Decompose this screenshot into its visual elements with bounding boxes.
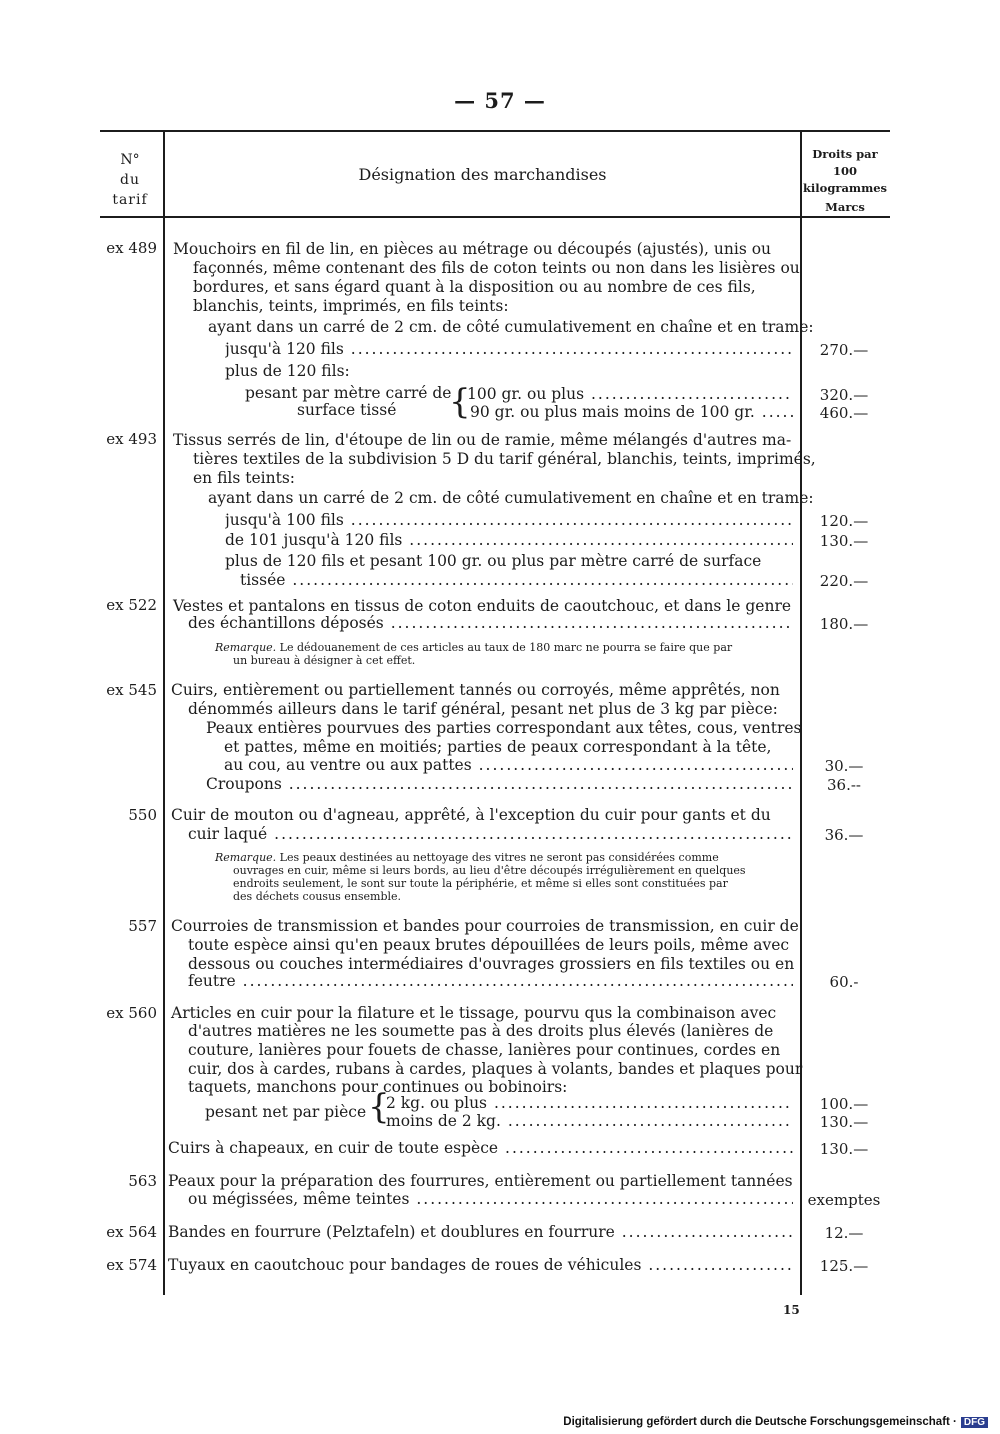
- table-top-rule: [100, 130, 890, 132]
- duty-value: exemptes: [807, 1191, 881, 1209]
- item-description: en fils teints:: [193, 469, 296, 487]
- item-description: toute espèce ainsi qu'en peaux brutes dépouillées de leurs poils, même avec: [188, 936, 790, 954]
- item-description: et pattes, même en moitiés; parties de peaux correspondant à la tête,: [224, 738, 772, 756]
- duty-value: 320.—: [819, 386, 869, 404]
- header-droits-par: Droits par: [812, 147, 878, 161]
- brace-symbol: {: [368, 1087, 390, 1127]
- item-description: Cuir de mouton ou d'agneau, apprêté, à l'exception du cuir pour gants et du: [171, 806, 771, 824]
- duty-value: 125.—: [819, 1257, 869, 1275]
- item-description: pesant par mètre carré de: [245, 384, 452, 402]
- header-bottom-rule: [100, 216, 890, 218]
- remark-note: un bureau à désigner à cet effet.: [233, 654, 416, 667]
- header-duties: [802, 146, 888, 216]
- header-tariff-number: [100, 150, 160, 210]
- duty-value: 60.-: [829, 973, 859, 991]
- remark-note: ouvrages en cuir, même si leurs bords, au lieu d'être découpés irrégulièrement en quelques: [233, 864, 746, 877]
- item-description: façonnés, même contenant des fils de coton teints ou non dans les lisières ou: [193, 259, 800, 277]
- remark-note: [215, 851, 719, 864]
- item-description: plus de 120 fils et pesant 100 gr. ou plus par mètre carré de surface: [225, 552, 762, 570]
- tariff-number: 550: [128, 806, 157, 824]
- tariff-number: ex 560: [106, 1004, 157, 1022]
- item-description-leader: cuir laqué .....: [188, 825, 793, 844]
- remark-note: des déchets cousus ensemble.: [233, 890, 402, 903]
- item-description: dessous ou couches intermédiaires d'ouvrages grossiers en fils textiles ou en: [188, 955, 795, 973]
- item-description: Cuirs, entièrement ou partiellement tannés ou corroyés, même apprêtés, non: [171, 681, 780, 699]
- remark-note: [215, 641, 732, 654]
- remark-note: endroits seulement, le sont sur toute la périphérie, et même si elles sont constituées par: [233, 877, 728, 890]
- item-description: Courroies de transmission et bandes pour courroies de transmission, en cuir de: [171, 917, 799, 935]
- item-description: tières textiles de la subdivision 5 D du tarif général, blanchis, teints, imprimés,: [193, 450, 816, 468]
- item-description: pesant net par pièce: [205, 1103, 367, 1121]
- digitization-footer: [563, 1416, 988, 1428]
- item-description: bordures, et sans égard quant à la disposition ou au nombre de ces fils,: [193, 278, 756, 296]
- remark-text: Le dédouanement de ces articles au taux de 180 marc ne pourra se faire que par: [279, 641, 733, 654]
- item-description-leader: jusqu'à 100 fils .....: [225, 511, 793, 530]
- item-description: Peaux pour la préparation des fourrures, entièrement ou partiellement tannées: [168, 1172, 793, 1190]
- item-description: ayant dans un carré de 2 cm. de côté cumulativement en chaîne et en trame:: [208, 318, 814, 336]
- duty-value: 100.—: [819, 1095, 869, 1113]
- duty-value: 270.—: [819, 341, 869, 359]
- tariff-number: ex 489: [106, 239, 157, 257]
- item-description: Peaux entières pourvues des parties correspondant aux têtes, cous, ventres: [206, 719, 802, 737]
- header-du-tarif-label: du tarif: [112, 172, 148, 208]
- item-description: Vestes et pantalons en tissus de coton enduits de caoutchouc, et dans le genre: [173, 597, 792, 615]
- signature-mark: 15: [783, 1303, 800, 1317]
- duty-underline: [802, 216, 890, 217]
- item-description-leader: de 101 jusqu'à 120 fils .....: [225, 531, 793, 550]
- column-rule-left: [163, 130, 165, 1295]
- header-marcs: Marcs: [825, 200, 865, 214]
- item-description: dénommés ailleurs dans le tarif général, pesant net plus de 3 kg par pièce:: [188, 700, 778, 718]
- item-description-leader: des échantillons déposés .....: [188, 614, 793, 633]
- item-description-leader: 90 gr. ou plus mais moins de 100 gr. .....: [470, 403, 793, 422]
- tariff-number: ex 564: [106, 1223, 157, 1241]
- header-designation: Désignation des marchandises: [358, 165, 607, 184]
- tariff-number: 557: [128, 917, 157, 935]
- item-description: plus de 120 fils:: [225, 362, 350, 380]
- page-number: — 57 —: [454, 88, 546, 113]
- tariff-number: ex 522: [106, 596, 157, 614]
- item-description-leader: Cuirs à chapeaux, en cuir de toute espèce .....: [168, 1139, 793, 1158]
- item-description-leader: tissée .....: [240, 571, 793, 590]
- remark-text: Les peaux destinées au nettoyage des vitres ne seront pas considérées comme: [279, 851, 719, 864]
- item-description-leader: Bandes en fourrure (Pelztafeln) et doublures en fourrure .....: [168, 1223, 793, 1242]
- item-description: taquets, manchons pour continues ou bobinoirs:: [188, 1078, 568, 1096]
- tariff-number: ex 574: [106, 1256, 157, 1274]
- item-description: surface tissé: [297, 401, 397, 419]
- item-description: cuir, dos à cardes, rubans à cardes, plaques à volants, bandes et plaques pour: [188, 1060, 803, 1078]
- item-description-leader: Tuyaux en caoutchouc pour bandages de roues de véhicules .....: [168, 1256, 793, 1275]
- tariff-number: ex 545: [106, 681, 157, 699]
- header-100: 100: [832, 164, 857, 178]
- duty-value: 180.—: [819, 615, 869, 633]
- item-description: ayant dans un carré de 2 cm. de côté cumulativement en chaîne et en trame:: [208, 489, 814, 507]
- item-description-leader: Croupons .....: [206, 775, 793, 794]
- item-description: Tissus serrés de lin, d'étoupe de lin ou de ramie, même mélangés d'autres ma-: [173, 431, 792, 449]
- tariff-number: ex 493: [106, 430, 157, 448]
- dfg-logo: DFG: [961, 1417, 988, 1428]
- duty-value: 12.—: [824, 1224, 864, 1242]
- item-description: Mouchoirs en fil de lin, en pièces au métrage ou découpés (ajustés), unis ou: [173, 240, 772, 258]
- item-description-leader: ou mégissées, même teintes .....: [188, 1190, 793, 1209]
- item-description: d'autres matières ne les soumette pas à des droits plus élevés (lanières de: [188, 1022, 774, 1040]
- duty-value: 130.—: [819, 1113, 869, 1131]
- item-description-leader: jusqu'à 120 fils .....: [225, 340, 793, 359]
- duty-value: 220.—: [819, 572, 869, 590]
- duty-value: 130.—: [819, 1140, 869, 1158]
- header-no-label: N°: [120, 152, 140, 168]
- item-description: Articles en cuir pour la filature et le tissage, pourvu qus la combinaison avec: [171, 1004, 777, 1022]
- duty-value: 120.—: [819, 512, 869, 530]
- duty-value: 460.—: [819, 404, 869, 422]
- item-description-leader: 100 gr. ou plus .....: [467, 385, 793, 404]
- item-description-leader: au cou, au ventre ou aux pattes .....: [224, 756, 793, 775]
- duty-value: 30.—: [824, 757, 864, 775]
- item-description: blanchis, teints, imprimés, en fils teints:: [193, 297, 509, 315]
- duty-value: 130.—: [819, 532, 869, 550]
- tariff-number: 563: [128, 1172, 157, 1190]
- item-description-leader: 2 kg. ou plus .....: [386, 1094, 793, 1113]
- item-description: couture, lanières pour fouets de chasse, lanières pour continues, cordes en: [188, 1041, 781, 1059]
- footer-text: Digitalisierung gefördert durch die Deutsche Forschungsgemeinschaft ·: [563, 1416, 957, 1428]
- duty-value: 36.--: [827, 776, 861, 794]
- header-kilogrammes: kilogrammes: [802, 181, 888, 195]
- brace-symbol: {: [449, 382, 471, 422]
- item-description-leader: moins de 2 kg. .....: [386, 1112, 793, 1131]
- remark-label: Remarque.: [215, 851, 277, 864]
- item-description-leader: feutre .....: [188, 972, 793, 991]
- duty-value: 36.—: [824, 826, 864, 844]
- remark-label: Remarque.: [215, 641, 277, 654]
